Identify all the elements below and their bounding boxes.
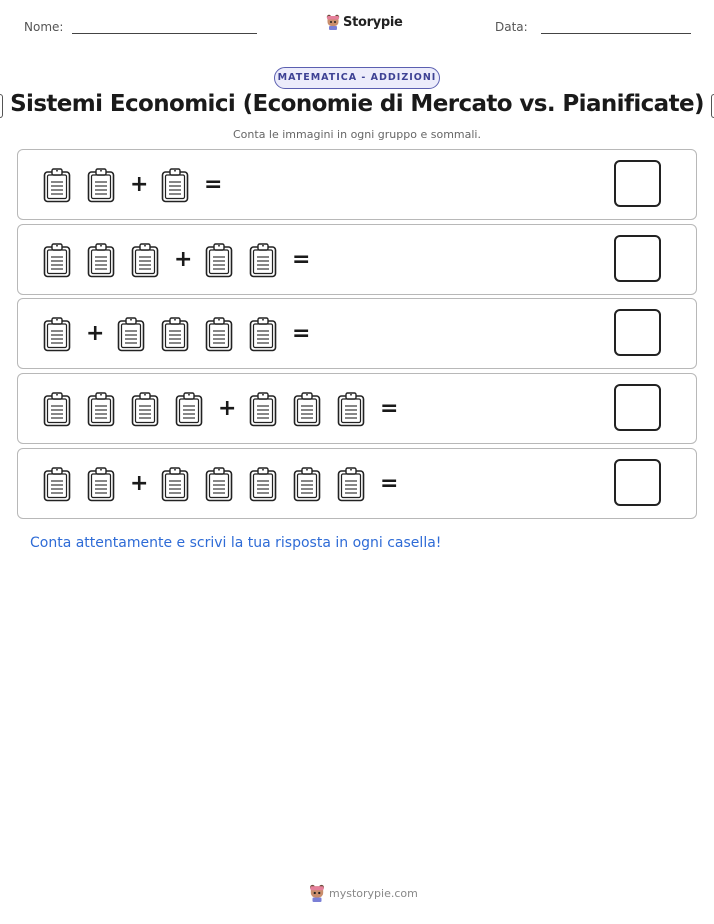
answer-box[interactable] <box>614 309 661 356</box>
problem-items <box>42 225 311 294</box>
clipboard-icon <box>248 391 278 427</box>
clipboard-icon <box>248 316 278 352</box>
instruction-text: Conta attentamente e scrivi la tua risposta in ogni casella! <box>30 535 442 551</box>
problem-row <box>17 298 697 369</box>
clipboard-icon <box>204 316 234 352</box>
plus-sign: + <box>174 246 193 272</box>
bear-logo-icon <box>309 884 325 902</box>
page-subtitle: Conta le immagini in ogni gruppo e sommali. <box>233 128 481 141</box>
clipboard-icon <box>130 391 160 427</box>
clipboard-icon <box>86 391 116 427</box>
plus-sign: + <box>86 320 105 346</box>
date-line[interactable] <box>541 33 691 34</box>
brand-logo <box>326 14 403 30</box>
plus-sign: + <box>130 171 149 197</box>
subject-badge: MATEMATICA - ADDIZIONI <box>274 67 440 89</box>
brand-name: Storypie <box>343 14 403 30</box>
clipboard-icon <box>336 466 366 502</box>
problem-items <box>42 299 311 368</box>
clipboard-icon <box>42 167 72 203</box>
clipboard-icon <box>292 466 322 502</box>
clipboard-icon <box>116 316 146 352</box>
clipboard-icon <box>86 242 116 278</box>
bear-logo-icon <box>326 14 340 30</box>
equals-sign: = <box>380 395 399 421</box>
clipboard-icon <box>160 167 190 203</box>
equals-sign: = <box>292 320 311 346</box>
answer-box[interactable] <box>614 384 661 431</box>
clipboard-icon <box>86 466 116 502</box>
equals-sign: = <box>292 246 311 272</box>
clipboard-icon <box>160 466 190 502</box>
clipboard-icon <box>42 316 72 352</box>
problem-row <box>17 448 697 519</box>
clipboard-icon <box>174 391 204 427</box>
equals-sign: = <box>204 171 223 197</box>
clipboard-icon <box>204 466 234 502</box>
problem-items <box>42 374 399 443</box>
answer-box[interactable] <box>614 459 661 506</box>
footer <box>309 884 418 902</box>
clipboard-icon <box>42 391 72 427</box>
problem-items <box>42 449 399 518</box>
plus-sign: + <box>218 395 237 421</box>
clipboard-icon <box>204 242 234 278</box>
answer-box[interactable] <box>614 160 661 207</box>
name-line[interactable] <box>72 33 257 34</box>
clipboard-icon <box>42 466 72 502</box>
clipboard-icon <box>130 242 160 278</box>
clipboard-icon <box>42 242 72 278</box>
clipboard-icon <box>160 316 190 352</box>
page-title: Sistemi Economici (Economie di Mercato vs. Pianificate) <box>10 91 704 117</box>
problem-row <box>17 224 697 295</box>
clipboard-icon <box>336 391 366 427</box>
clipboard-icon <box>248 242 278 278</box>
problem-row <box>17 149 697 220</box>
clipboard-icon <box>86 167 116 203</box>
problem-row <box>17 373 697 444</box>
problem-items <box>42 150 223 219</box>
clipboard-icon <box>248 466 278 502</box>
footer-url[interactable]: mystorypie.com <box>329 886 418 900</box>
name-label: Nome: <box>24 20 64 34</box>
equals-sign: = <box>380 470 399 496</box>
plus-sign: + <box>130 470 149 496</box>
clipboard-icon <box>292 391 322 427</box>
answer-box[interactable] <box>614 235 661 282</box>
date-label: Data: <box>495 20 528 34</box>
